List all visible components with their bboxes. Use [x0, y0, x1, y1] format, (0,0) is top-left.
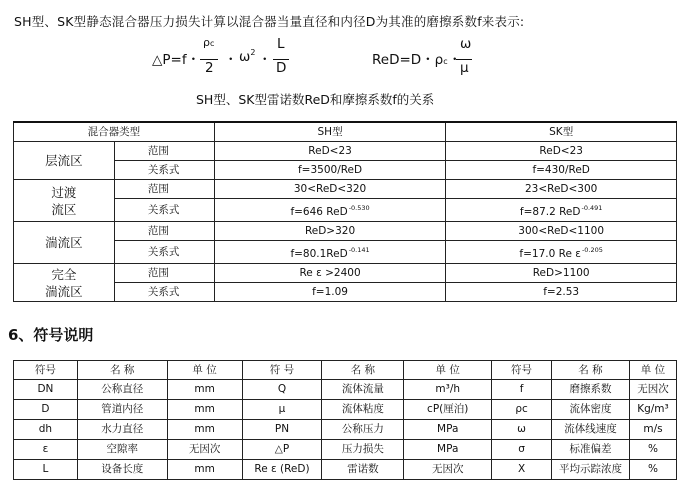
table-row — [14, 420, 677, 440]
table-row — [14, 400, 677, 420]
row-label: 范围 — [114, 142, 214, 161]
section-title: 6、符号说明 — [8, 326, 94, 344]
table-row — [14, 380, 677, 400]
sk-value: ReD<23 — [446, 142, 677, 161]
row-label: 范围 — [114, 264, 214, 283]
table-cell: % — [629, 460, 676, 480]
formula2-dot: ・ — [448, 52, 462, 68]
table-cell: 流体流量 — [322, 380, 404, 400]
header-cell: 单 位 — [167, 361, 242, 380]
table-cell: MPa — [404, 440, 492, 460]
table-row — [14, 180, 677, 199]
formula2-lhs: ReD=D・ρc — [372, 52, 448, 68]
sh-value: f=646 ReD$^{-0.530}$ — [214, 199, 446, 222]
table-cell: 水力直径 — [77, 420, 167, 440]
table-cell: 无因次 — [629, 380, 676, 400]
formula1-dot1: ・ — [224, 52, 238, 68]
row-label: 范围 — [114, 222, 214, 241]
sh-value: f=80.1ReD$^{-0.141}$ — [214, 241, 446, 264]
formula1-frac2-num: L — [277, 36, 285, 52]
table-cell: cP(厘泊) — [404, 400, 492, 420]
table-cell: 流体粘度 — [322, 400, 404, 420]
table-cell: △P — [242, 440, 322, 460]
exponent: -0.141 — [348, 246, 370, 254]
table1-header-sk: SK型 — [446, 122, 677, 142]
table-cell: Kg/m³ — [629, 400, 676, 420]
sh-value: Re ε >2400 — [214, 264, 446, 283]
table-cell: 磨擦系数 — [551, 380, 629, 400]
flow-regime-laminar: 层流区 — [14, 142, 115, 180]
sh-value: ReD>320 — [214, 222, 446, 241]
table-cell: ω — [492, 420, 552, 440]
symbol-table — [13, 360, 677, 480]
formula2-frac-num: ω — [460, 36, 472, 52]
exponent: -0.205 — [581, 246, 603, 254]
formula1-frac1-den: 2 — [205, 60, 214, 76]
header-cell: 名 称 — [77, 361, 167, 380]
sk-value: f=430/ReD — [446, 161, 677, 180]
row-label: 关系式 — [114, 161, 214, 180]
row-label: 关系式 — [114, 241, 214, 264]
table-cell: X — [492, 460, 552, 480]
row-label: 关系式 — [114, 283, 214, 302]
table-cell: Q — [242, 380, 322, 400]
header-cell: 单 位 — [629, 361, 676, 380]
formula1-frac2-den: D — [276, 60, 287, 76]
pressure-loss-formula — [152, 38, 352, 78]
table-cell: σ — [492, 440, 552, 460]
sk-value: ReD>1100 — [446, 264, 677, 283]
table-cell: ε — [14, 440, 78, 460]
table-cell: 空隙率 — [77, 440, 167, 460]
table-cell: 管道内径 — [77, 400, 167, 420]
sh-value: f=1.09 — [214, 283, 446, 302]
table-cell: mm — [167, 460, 242, 480]
table1-header-row — [14, 122, 677, 142]
table-cell: 公称直径 — [77, 380, 167, 400]
flow-regime-turbulent: 湍流区 — [14, 222, 115, 264]
sk-value: f=87.2 ReD$^{-0.491}$ — [446, 199, 677, 222]
table-cell: 设备长度 — [77, 460, 167, 480]
formula1-lhs: △P=f・ — [152, 52, 201, 68]
table-cell: f — [492, 380, 552, 400]
table-cell: 标准偏差 — [551, 440, 629, 460]
table-cell: 流体密度 — [551, 400, 629, 420]
header-cell: 名 称 — [551, 361, 629, 380]
table-cell: % — [629, 440, 676, 460]
table-row — [14, 264, 677, 283]
table-cell: mm — [167, 420, 242, 440]
table-cell: m/s — [629, 420, 676, 440]
sh-value: 30<ReD<320 — [214, 180, 446, 199]
table-row — [14, 440, 677, 460]
formula2-frac-den: μ — [460, 60, 469, 76]
table1-header-sh: SH型 — [214, 122, 446, 142]
header-cell: 名 称 — [322, 361, 404, 380]
table-cell: 无因次 — [404, 460, 492, 480]
formula1-dot2: ・ — [258, 52, 272, 68]
table-cell: 平均示踪浓度 — [551, 460, 629, 480]
sk-value: 23<ReD<300 — [446, 180, 677, 199]
reynolds-friction-table — [13, 121, 677, 302]
table-cell: mm — [167, 380, 242, 400]
table-cell: D — [14, 400, 78, 420]
sk-value: f=17.0 Re $\varepsilon^{-0.205}$ — [446, 241, 677, 264]
table-cell: 流体线速度 — [551, 420, 629, 440]
formula1-frac1-num: ρc — [203, 36, 215, 49]
table-cell: dh — [14, 420, 78, 440]
table-cell: MPa — [404, 420, 492, 440]
exponent: -0.491 — [581, 204, 603, 212]
table-cell: DN — [14, 380, 78, 400]
table-row — [14, 142, 677, 161]
intro-text: SH型、SK型静态混合器压力损失计算以混合器当量直径和内径D为其准的磨擦系数f来表示: — [14, 14, 525, 29]
table-cell: m³/h — [404, 380, 492, 400]
table-row — [14, 460, 677, 480]
sk-value: f=2.53 — [446, 283, 677, 302]
table-cell: 雷诺数 — [322, 460, 404, 480]
table-cell: 无因次 — [167, 440, 242, 460]
flow-regime-transition: 过渡 流区 — [14, 180, 115, 222]
table-cell: 压力损失 — [322, 440, 404, 460]
flow-regime-full-turbulent: 完全 湍流区 — [14, 264, 115, 302]
row-label: 关系式 — [114, 199, 214, 222]
symbol-table-header — [14, 361, 677, 380]
table1-title: SH型、SK型雷诺数ReD和摩擦系数f的关系 — [196, 92, 435, 107]
table-cell: ρc — [492, 400, 552, 420]
formula1-omega: $\omega^2$ — [239, 48, 256, 65]
exponent: -0.530 — [348, 204, 370, 212]
table-cell: PN — [242, 420, 322, 440]
sh-value: f=3500/ReD — [214, 161, 446, 180]
header-cell: 符 号 — [242, 361, 322, 380]
header-cell: 符号 — [492, 361, 552, 380]
table-cell: 公称压力 — [322, 420, 404, 440]
row-label: 范围 — [114, 180, 214, 199]
sh-value: ReD<23 — [214, 142, 446, 161]
table-row — [14, 222, 677, 241]
header-cell: 单 位 — [404, 361, 492, 380]
table-cell: mm — [167, 400, 242, 420]
sk-value: 300<ReD<1100 — [446, 222, 677, 241]
table-cell: Re ε (ReD) — [242, 460, 322, 480]
header-cell: 符号 — [14, 361, 78, 380]
reynolds-formula — [372, 38, 512, 78]
table-cell: L — [14, 460, 78, 480]
table1-header-type: 混合器类型 — [14, 122, 215, 142]
table-cell: μ — [242, 400, 322, 420]
